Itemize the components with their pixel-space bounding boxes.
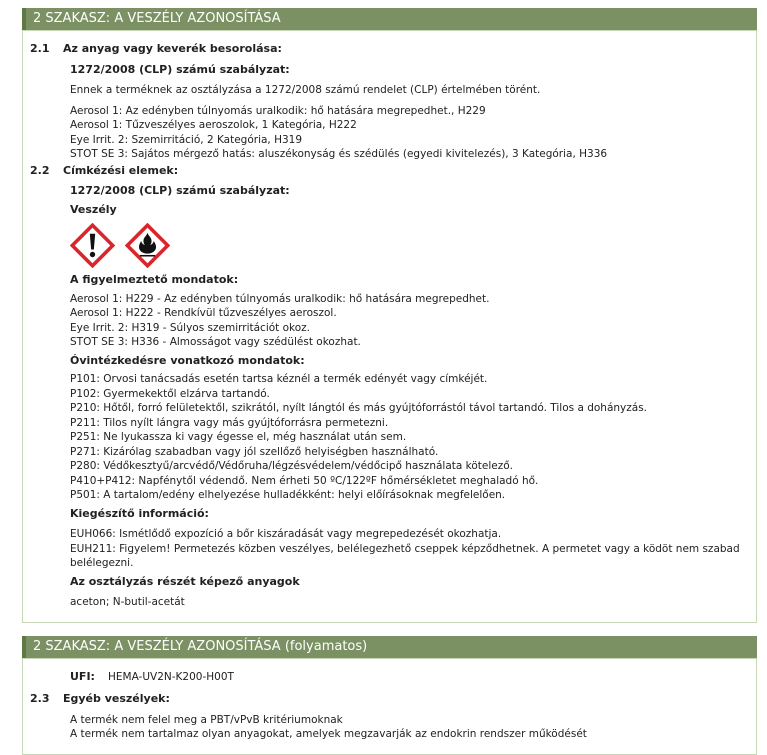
ghs02-flame-icon: [125, 223, 170, 268]
precautionary-statement-line: P501: A tartalom/edény elhelyezése hulladékként: helyi előírásoknak megfelelően.: [70, 489, 506, 501]
clause-2-2-row: [23, 164, 748, 179]
other-hazards-line: A termék nem tartalmaz olyan anyagokat, amelyek megzavarják az endokrin rendszer működését: [70, 728, 587, 740]
precautionary-statement-line: P251: Ne lyukassza ki vagy égesse el, még használat után sem.: [70, 431, 407, 443]
classification-intro-text: Ennek a terméknek az osztályzása a 1272/2008 számú rendelet (CLP) értelmében törént.: [70, 84, 541, 96]
clause-2-2-number: 2.2: [30, 163, 50, 177]
precautionary-statement-line: P210: Hőtől, forró felületektől, szikrától, nyílt lángtól és más gyújtóforrástól távol tartandó. Tilos a dohányzás.: [70, 402, 648, 414]
hazard-statement-line: Aerosol 1: H222 - Rendkívül tűzveszélyes aeroszol.: [70, 307, 337, 319]
section-2-header-bar: [22, 8, 757, 30]
precautionary-statement-line: P280: Védőkesztyű/arcvédő/Védőruha/légzésvédelem/védőcipő használata kötelező.: [70, 460, 514, 472]
classification-line: Aerosol 1: Az edényben túlnyomás uralkodik: hő hatására megrepedhet., H229: [70, 104, 486, 117]
clause-2-1-number: 2.1: [30, 42, 50, 55]
ufi-row: [70, 670, 748, 685]
clause-2-1-row: [23, 42, 748, 57]
ghs-pictograms-row: [70, 223, 748, 268]
ufi-label: UFI:: [70, 669, 95, 683]
clp-regulation-heading: 1272/2008 (CLP) számú szabályzat:: [70, 62, 290, 76]
classification-substances-value: aceton; N-butil-acetát: [70, 596, 185, 608]
clause-2-3-number: 2.3: [30, 692, 50, 705]
signal-word: Veszély: [70, 202, 117, 216]
section-2-content-box: [22, 30, 757, 623]
ufi-value: HEMA-UV2N-K200-H00T: [108, 670, 234, 683]
section-2-continued-header-title: 2 SZAKASZ: A VESZÉLY AZONOSÍTÁSA (folyamatos): [33, 638, 368, 654]
classification-line: Eye Irrit. 2: Szemirritáció, 2 Kategória, H319: [70, 133, 303, 146]
hazard-statement-line: Eye Irrit. 2: H319 - Súlyos szemirritációt okoz.: [70, 321, 311, 334]
other-hazards-line: A termék nem felel meg a PBT/vPvB kritériumoknak: [70, 713, 343, 726]
precautionary-statement-line: P271: Kizárólag szabadban vagy jól szellőző helyiségben használható.: [70, 445, 439, 458]
precautionary-statement-line: P211: Tilos nyílt lángra vagy más gyújtóforrásra permetezni.: [70, 416, 389, 429]
hazard-statement-line: Aerosol 1: H229 - Az edényben túlnyomás uralkodik: hő hatására megrepedhet.: [70, 292, 490, 305]
supplementary-line: EUH211: Figyelem! Permetezés közben veszélyes, belélegezhető cseppek képződhetnek. A permetet vagy a ködöt nem szabad belélegezni.: [70, 542, 740, 569]
section-2-continued-header-bar: [22, 636, 757, 658]
hazard-statements-heading: A figyelmeztető mondatok:: [70, 273, 239, 286]
classification-line: STOT SE 3: Sajátos mérgező hatás: aluszékonyság és szédülés (egyedi kivitelezés), 3 Kategória, H336: [70, 148, 608, 160]
section-2-header-title: 2 SZAKASZ: A VESZÉLY AZONOSÍTÁSA: [33, 11, 281, 26]
hazard-statement-line: STOT SE 3: H336 - Almosságot vagy szédülést okozhat.: [70, 336, 361, 348]
precautionary-statement-line: P102: Gyermekektől elzárva tartandó.: [70, 387, 270, 400]
supplementary-line: EUH066: Ismétlődő expozíció a bőr kiszáradását vagy megrepedezését okozhatja.: [70, 528, 502, 540]
supplementary-information-heading: Kiegészítő információ:: [70, 506, 209, 520]
clause-2-3-row: [23, 692, 748, 707]
precautionary-statement-line: P410+P412: Napfénytől védendő. Nem érheti 50 ºC/122ºF hőmérsékletet meghaladó hő.: [70, 474, 539, 487]
clause-2-1-heading: Az anyag vagy keverék besorolása:: [63, 42, 282, 55]
clause-2-2-heading: Címkézési elemek:: [63, 163, 179, 177]
classification-substances-heading: Az osztályzás részét képező anyagok: [70, 574, 300, 588]
clause-2-3-heading: Egyéb veszélyek:: [63, 692, 170, 705]
ghs07-exclamation-icon: [70, 223, 115, 268]
precautionary-statements-heading: Óvintézkedésre vonatkozó mondatok:: [70, 353, 305, 367]
section-2-continued-content-box: [22, 658, 757, 755]
clp-regulation-heading: 1272/2008 (CLP) számú szabályzat:: [70, 184, 290, 197]
classification-line: Aerosol 1: Tűzveszélyes aeroszolok, 1 Kategória, H222: [70, 119, 357, 131]
precautionary-statement-line: P101: Orvosi tanácsadás esetén tartsa kéznél a termék edényét vagy címkéjét.: [70, 373, 488, 385]
